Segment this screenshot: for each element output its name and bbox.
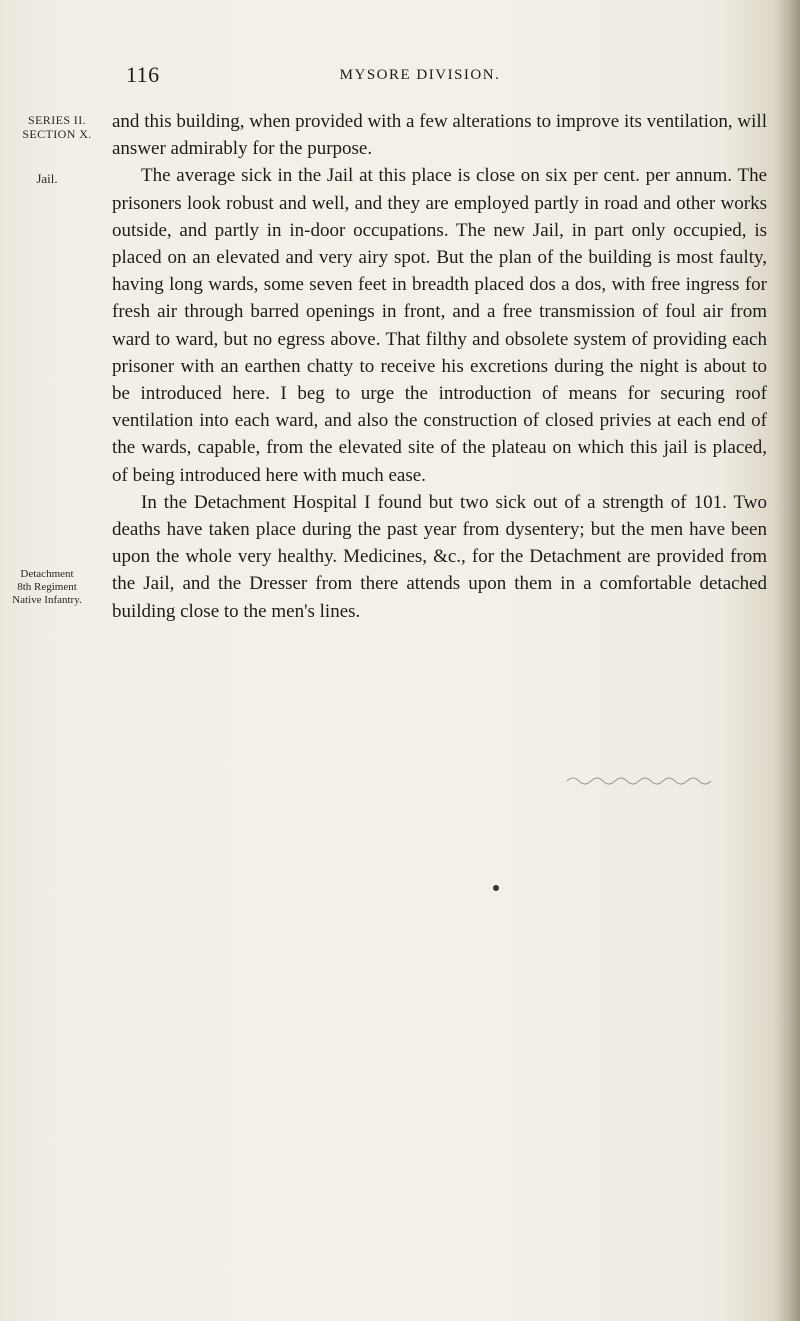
margin-note-jail: Jail. [36, 171, 58, 186]
paragraph-2: The average sick in the Jail at this place is close on six per cent. per annum. The prisoners look robust and well, and they are employed partly in road and other works outside, and partly in in-door occupations. The new Jail, in part only occupied, is placed on an elevated and very airy spot. But the plan of the building is most faulty, having long wards, some seven feet in breadth placed dos a dos, with free ingress for fresh air through barred openings in front, and a free transmission of foul air from ward to ward, but no egress above. That filthy and obsolete system of providing each prisoner with an earthen chatty to receive his excretions during the night is about to be introduced here. I beg to urge the introduction of means for securing roof ventilation into each ward, and also the construction of closed privies at each end of the wards, capable, from the elevated site of the plateau on which this jail is placed, of being introduced here with much ease. [112, 165, 767, 486]
margin-note-series: SERIES II. [28, 113, 86, 127]
margin-note-regiment: 8th Regiment [17, 581, 77, 593]
ink-squiggle-mark [565, 772, 715, 786]
paragraph-3: In the Detachment Hospital I found but two sick out of a strength of 101. Two deaths have taken place during the past year from dysentery; but the men have been upon the whole very healthy. Medicines, &c., for the Detachment are provided from the Jail, and the Dresser from there attends upon them in a comfortable detached building close to the men's lines. [112, 491, 767, 622]
body-text [112, 108, 767, 625]
page-edge-shadow [774, 0, 800, 1321]
margin-note-infantry: Native Infantry. [12, 594, 82, 606]
page-number: 116 [126, 62, 160, 87]
margin-note-detachment: Detachment [20, 568, 74, 580]
margin-note-section: SECTION X. [22, 127, 92, 141]
ink-dot-mark [493, 885, 499, 891]
page-header [110, 62, 730, 92]
paragraph-1: and this building, when provided with a few alterations to improve its ventilation, will answer admirably for the purpose. [112, 111, 767, 160]
running-head: MYSORE DIVISION. [339, 67, 501, 83]
